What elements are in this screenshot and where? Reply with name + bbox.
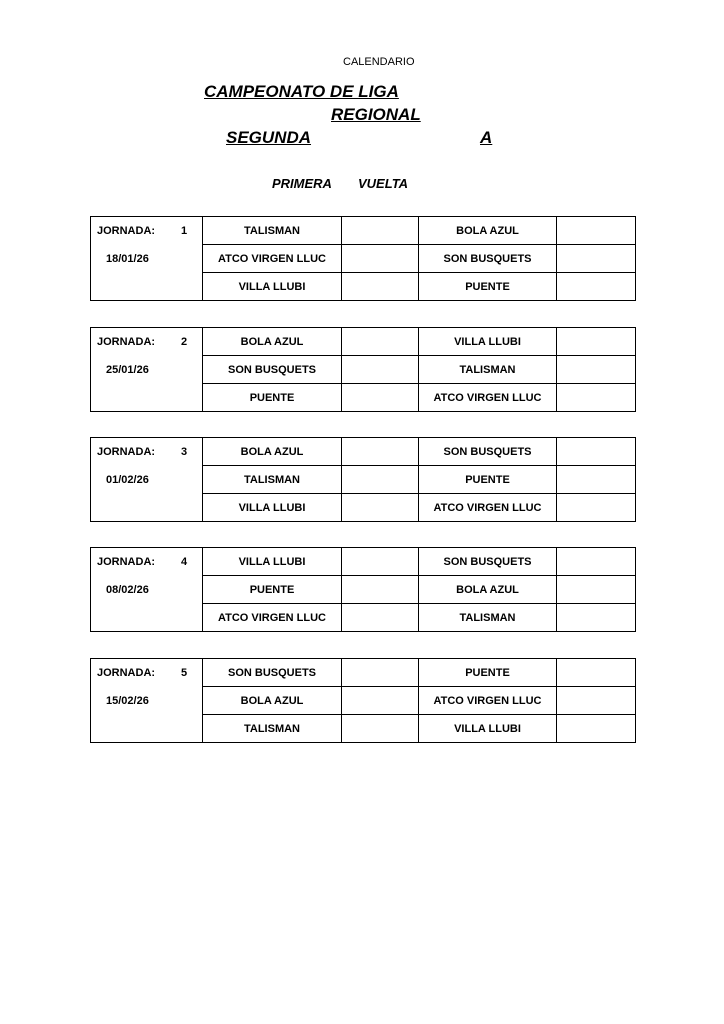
home-score-cell — [342, 604, 419, 632]
home-score-cell — [342, 715, 419, 743]
match-row — [91, 217, 636, 245]
home-score-cell — [342, 687, 419, 715]
title-group-a: A — [480, 128, 493, 147]
home-team: VILLA LLUBI — [203, 548, 342, 576]
jornada-label: JORNADA: — [97, 445, 156, 458]
jornada-number: 3 — [181, 445, 188, 458]
home-team: VILLA LLUBI — [203, 494, 342, 522]
jornada-info-cell — [91, 328, 203, 356]
jornada-date: 25/01/26 — [106, 363, 149, 376]
away-team: ATCO VIRGEN LLUC — [419, 494, 557, 522]
jornada-date: 08/02/26 — [106, 583, 149, 596]
title-campeonato: CAMPEONATO DE LIGA — [204, 82, 399, 101]
away-team: TALISMAN — [419, 356, 557, 384]
home-score-cell — [342, 494, 419, 522]
jornada-empty-cell — [91, 604, 203, 632]
jornada-empty-cell — [91, 273, 203, 301]
away-score-cell — [557, 438, 636, 466]
jornada-number: 5 — [181, 666, 188, 679]
home-team: SON BUSQUETS — [203, 356, 342, 384]
match-row — [91, 245, 636, 273]
match-row — [91, 715, 636, 743]
jornada-date: 01/02/26 — [106, 473, 149, 486]
away-team: ATCO VIRGEN LLUC — [419, 384, 557, 412]
match-row — [91, 438, 636, 466]
away-team: SON BUSQUETS — [419, 548, 557, 576]
title-regional: REGIONAL — [331, 105, 421, 124]
jornada-table — [90, 216, 636, 301]
away-team: ATCO VIRGEN LLUC — [419, 687, 557, 715]
home-team: BOLA AZUL — [203, 328, 342, 356]
home-team: SON BUSQUETS — [203, 659, 342, 687]
away-team: PUENTE — [419, 273, 557, 301]
title-segunda: SEGUNDA — [226, 128, 312, 147]
match-row — [91, 466, 636, 494]
vuelta-label: VUELTA — [358, 176, 409, 191]
home-team: BOLA AZUL — [203, 687, 342, 715]
home-team: PUENTE — [203, 384, 342, 412]
home-score-cell — [342, 548, 419, 576]
jornada-number: 1 — [181, 224, 188, 237]
home-team: PUENTE — [203, 576, 342, 604]
home-team: TALISMAN — [203, 715, 342, 743]
jornada-empty-cell — [91, 384, 203, 412]
away-score-cell — [557, 328, 636, 356]
jornada-empty-cell — [91, 715, 203, 743]
jornada-table — [90, 658, 636, 743]
away-team: PUENTE — [419, 659, 557, 687]
match-row — [91, 659, 636, 687]
away-score-cell — [557, 245, 636, 273]
away-score-cell — [557, 576, 636, 604]
away-score-cell — [557, 659, 636, 687]
home-score-cell — [342, 273, 419, 301]
home-score-cell — [342, 384, 419, 412]
jornada-label: JORNADA: — [97, 666, 156, 679]
home-team: TALISMAN — [203, 217, 342, 245]
home-team: ATCO VIRGEN LLUC — [203, 245, 342, 273]
away-score-cell — [557, 273, 636, 301]
home-score-cell — [342, 438, 419, 466]
match-row — [91, 273, 636, 301]
jornada-info-cell — [91, 438, 203, 466]
away-score-cell — [557, 466, 636, 494]
jornada-date-cell — [91, 466, 203, 494]
jornada-date-cell — [91, 576, 203, 604]
jornada-empty-cell — [91, 494, 203, 522]
jornada-block — [90, 658, 635, 743]
away-team: TALISMAN — [419, 604, 557, 632]
jornada-label: JORNADA: — [97, 335, 156, 348]
away-score-cell — [557, 604, 636, 632]
away-score-cell — [557, 356, 636, 384]
jornada-date-cell — [91, 687, 203, 715]
home-team: ATCO VIRGEN LLUC — [203, 604, 342, 632]
match-row — [91, 576, 636, 604]
away-score-cell — [557, 494, 636, 522]
match-row — [91, 604, 636, 632]
home-team: BOLA AZUL — [203, 438, 342, 466]
jornada-number: 2 — [181, 335, 188, 348]
away-score-cell — [557, 384, 636, 412]
away-team: BOLA AZUL — [419, 576, 557, 604]
match-row — [91, 328, 636, 356]
jornada-table — [90, 547, 636, 632]
away-team: PUENTE — [419, 466, 557, 494]
away-team: SON BUSQUETS — [419, 438, 557, 466]
jornada-block — [90, 547, 635, 632]
calendario-label: CALENDARIO — [343, 56, 415, 68]
jornada-table — [90, 327, 636, 412]
home-team: VILLA LLUBI — [203, 273, 342, 301]
home-score-cell — [342, 245, 419, 273]
match-row — [91, 384, 636, 412]
away-score-cell — [557, 217, 636, 245]
match-row — [91, 494, 636, 522]
match-row — [91, 548, 636, 576]
match-row — [91, 687, 636, 715]
jornada-number: 4 — [181, 555, 188, 568]
jornada-date-cell — [91, 356, 203, 384]
away-score-cell — [557, 687, 636, 715]
home-score-cell — [342, 217, 419, 245]
jornada-block — [90, 216, 635, 301]
away-team: VILLA LLUBI — [419, 715, 557, 743]
away-team: BOLA AZUL — [419, 217, 557, 245]
away-team: SON BUSQUETS — [419, 245, 557, 273]
jornada-date-cell — [91, 245, 203, 273]
home-score-cell — [342, 466, 419, 494]
jornada-info-cell — [91, 548, 203, 576]
jornada-info-cell — [91, 217, 203, 245]
home-team: TALISMAN — [203, 466, 342, 494]
jornada-label: JORNADA: — [97, 224, 156, 237]
away-score-cell — [557, 715, 636, 743]
jornada-table — [90, 437, 636, 522]
jornada-block — [90, 327, 635, 412]
away-team: VILLA LLUBI — [419, 328, 557, 356]
home-score-cell — [342, 356, 419, 384]
jornada-block — [90, 437, 635, 522]
home-score-cell — [342, 576, 419, 604]
jornada-date: 18/01/26 — [106, 252, 149, 265]
jornada-info-cell — [91, 659, 203, 687]
home-score-cell — [342, 659, 419, 687]
match-row — [91, 356, 636, 384]
away-score-cell — [557, 548, 636, 576]
jornada-date: 15/02/26 — [106, 694, 149, 707]
home-score-cell — [342, 328, 419, 356]
primera-label: PRIMERA — [272, 176, 332, 191]
jornada-label: JORNADA: — [97, 555, 156, 568]
